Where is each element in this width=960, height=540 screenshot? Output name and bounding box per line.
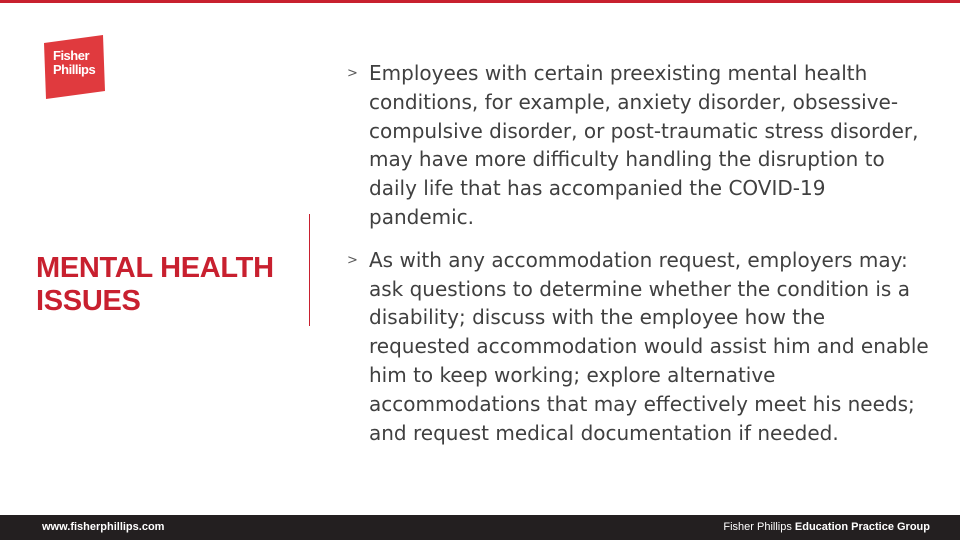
bullet-text: As with any accommodation request, employers may: ask questions to determine whether the condition is a disability; discuss with the employee how the requested accommodation would assist him and enable him to keep working; explore alternative accommodations that may effectively meet his needs; and request medical documentation if needed. <box>369 247 929 445</box>
footer-bar <box>0 515 960 540</box>
bullet-item <box>347 246 932 448</box>
footer-firm-name: Fisher Phillips <box>723 521 792 533</box>
footer-group-name: Education Practice Group <box>794 521 930 533</box>
chevron-right-icon: > <box>347 66 358 81</box>
section-title: MENTAL HEALTH ISSUES <box>36 252 274 317</box>
footer-group-label <box>723 520 930 534</box>
logo-word-2: Phillips <box>53 62 96 77</box>
website-link[interactable]: www.fisherphillips.com <box>42 521 165 533</box>
top-accent-line <box>0 0 960 3</box>
logo-word-1: Fisher <box>53 48 90 63</box>
bullet-list <box>347 59 932 461</box>
chevron-right-icon: > <box>347 252 358 268</box>
bullet-item <box>347 59 932 232</box>
bullet-text: Employees with certain preexisting mental health conditions, for example, anxiety disorder, obsessive-compulsive disorder, or post-traumatic stress disorder, may have more difficulty handling the disruption to daily life that has accompanied the COVID-19 pandemic. <box>369 61 919 229</box>
title-divider <box>309 214 310 326</box>
fisher-phillips-logo <box>41 33 107 101</box>
